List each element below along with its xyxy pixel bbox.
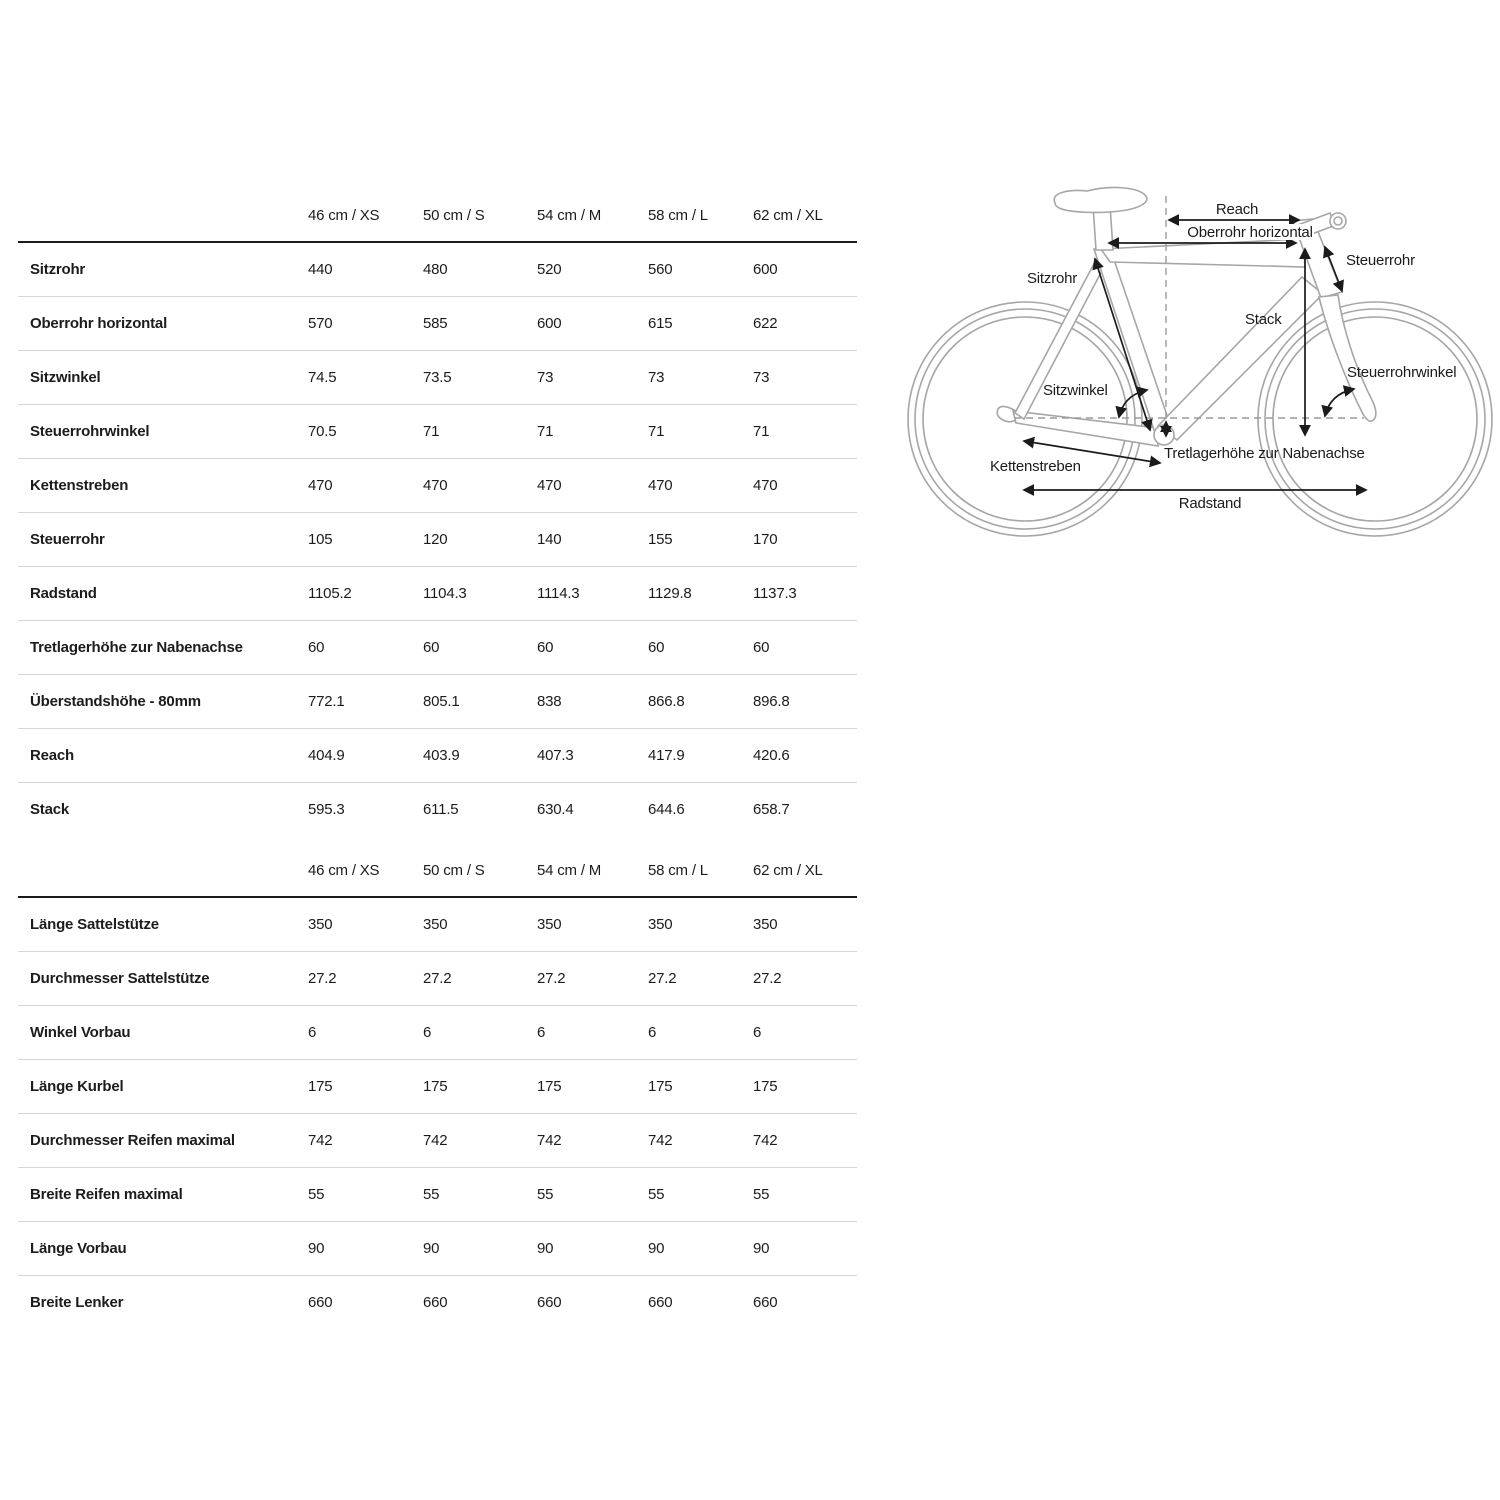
table-row [18,243,857,297]
row-label: Durchmesser Sattelstütze [30,970,210,987]
cell-value: 27.2 [537,970,566,987]
cell-value: 585 [423,315,448,332]
cell-value: 470 [308,477,333,494]
cell-value: 420.6 [753,747,790,764]
cell-value: 175 [423,1078,448,1095]
cell-value: 742 [308,1132,333,1149]
cell-value: 660 [308,1294,333,1311]
column-header: 62 cm / XL [753,207,823,224]
cell-value: 404.9 [308,747,345,764]
cell-value: 350 [648,916,673,933]
cell-value: 644.6 [648,801,685,818]
cell-value: 1105.2 [308,585,352,602]
sitzwinkel-label: Sitzwinkel [1043,382,1108,399]
cell-value: 73 [537,369,554,386]
cell-value: 90 [308,1240,325,1257]
cell-value: 6 [423,1024,432,1041]
table-row [18,405,857,459]
cell-value: 440 [308,261,333,278]
components-table [18,845,857,1329]
spec-tables [18,190,857,1329]
row-label: Steuerrohrwinkel [30,423,150,440]
cell-value: 175 [648,1078,673,1095]
cell-value: 6 [648,1024,657,1041]
table-row [18,351,857,405]
cell-value: 71 [537,423,554,440]
table-row [18,783,857,836]
row-label: Stack [30,801,70,818]
cell-value: 55 [753,1186,770,1203]
table-row [18,729,857,783]
cell-value: 60 [423,639,440,656]
column-header: 46 cm / XS [308,862,380,879]
table-row [18,1060,857,1114]
row-label: Kettenstreben [30,477,129,494]
column-header: 50 cm / S [423,862,485,879]
cell-value: 600 [537,315,562,332]
column-header: 46 cm / XS [308,207,380,224]
cell-value: 470 [423,477,448,494]
table-row [18,675,857,729]
column-header: 54 cm / M [537,207,602,224]
row-label: Reach [30,747,75,764]
cell-value: 480 [423,261,448,278]
cell-value: 1104.3 [423,585,467,602]
cell-value: 611.5 [423,801,459,818]
cell-value: 90 [648,1240,665,1257]
cell-value: 120 [423,531,448,548]
cell-value: 595.3 [308,801,345,818]
cell-value: 350 [537,916,562,933]
table-row [18,1114,857,1168]
cell-value: 70.5 [308,423,337,440]
cell-value: 622 [753,315,778,332]
cell-value: 6 [753,1024,762,1041]
cell-value: 73 [753,369,770,386]
cell-value: 742 [537,1132,562,1149]
fork [1319,295,1376,421]
table-row [18,898,857,952]
table-row [18,1276,857,1329]
cell-value: 403.9 [423,747,460,764]
cell-value: 71 [648,423,665,440]
cell-value: 170 [753,531,778,548]
geometry-table [18,190,857,836]
cell-value: 560 [648,261,673,278]
handlebar [1330,213,1346,229]
column-header: 54 cm / M [537,862,602,879]
cell-value: 55 [308,1186,325,1203]
cell-value: 55 [423,1186,440,1203]
size-header-row [18,190,857,243]
cell-value: 350 [308,916,333,933]
cell-value: 660 [648,1294,673,1311]
cell-value: 27.2 [753,970,782,987]
column-header: 62 cm / XL [753,862,823,879]
cell-value: 27.2 [423,970,452,987]
row-label: Breite Reifen maximal [30,1186,183,1203]
kettenstreben-label: Kettenstreben [990,458,1081,475]
cell-value: 1114.3 [537,585,580,602]
cell-value: 615 [648,315,673,332]
column-header: 58 cm / L [648,207,708,224]
cell-value: 60 [753,639,770,656]
cell-value: 60 [308,639,325,656]
cell-value: 660 [537,1294,562,1311]
steuerrohrwinkel-label: Steuerrohrwinkel [1347,364,1457,381]
cell-value: 60 [537,639,554,656]
cell-value: 1129.8 [648,585,692,602]
table-row [18,1168,857,1222]
cell-value: 55 [537,1186,554,1203]
cell-value: 27.2 [308,970,337,987]
table-row [18,567,857,621]
cell-value: 866.8 [648,693,685,710]
cell-value: 838 [537,693,562,710]
cell-value: 660 [423,1294,448,1311]
row-label: Radstand [30,585,97,602]
row-label: Länge Vorbau [30,1240,127,1257]
cell-value: 742 [648,1132,673,1149]
cell-value: 175 [753,1078,778,1095]
cell-value: 660 [753,1294,778,1311]
steuerrohrwinkel-angle-arrow [1325,389,1354,416]
row-label: Länge Sattelstütze [30,916,159,933]
row-label: Durchmesser Reifen maximal [30,1132,235,1149]
row-label: Breite Lenker [30,1294,124,1311]
row-label: Winkel Vorbau [30,1024,131,1041]
row-label: Oberrohr horizontal [30,315,168,332]
stack-label: Stack [1245,311,1282,328]
cell-value: 27.2 [648,970,677,987]
cell-value: 350 [753,916,778,933]
cell-value: 417.9 [648,747,685,764]
cell-value: 73 [648,369,665,386]
cell-value: 896.8 [753,693,790,710]
cell-value: 74.5 [308,369,337,386]
cell-value: 6 [537,1024,546,1041]
table-row [18,459,857,513]
cell-value: 520 [537,261,562,278]
bike-geometry-diagram [890,170,1500,570]
bottom-bracket [1154,425,1174,445]
table-row [18,621,857,675]
cell-value: 175 [308,1078,333,1095]
cell-value: 90 [753,1240,770,1257]
cell-value: 658.7 [753,801,790,818]
cell-value: 407.3 [537,747,574,764]
cell-value: 630.4 [537,801,574,818]
cell-value: 105 [308,531,333,548]
cell-value: 570 [308,315,333,332]
cell-value: 140 [537,531,562,548]
oberrohr-label: Oberrohr horizontal [1187,224,1313,241]
cell-value: 742 [423,1132,448,1149]
cell-value: 470 [648,477,673,494]
saddle [1054,188,1147,213]
row-label: Überstandshöhe - 80mm [30,693,201,710]
cell-value: 600 [753,261,778,278]
cell-value: 470 [753,477,778,494]
cell-value: 55 [648,1186,665,1203]
row-label: Sitzwinkel [30,369,101,386]
chain-stay [1013,411,1158,446]
column-header: 58 cm / L [648,862,708,879]
cell-value: 6 [308,1024,317,1041]
cell-value: 71 [423,423,440,440]
row-label: Steuerrohr [30,531,105,548]
sitzrohr-label: Sitzrohr [1027,270,1078,287]
cell-value: 175 [537,1078,562,1095]
cell-value: 1137.3 [753,585,797,602]
column-header: 50 cm / S [423,207,485,224]
cell-value: 71 [753,423,770,440]
cell-value: 73.5 [423,369,452,386]
row-label: Sitzrohr [30,261,86,278]
tretlager-label: Tretlagerhöhe zur Nabenachse [1164,445,1365,462]
row-label: Länge Kurbel [30,1078,124,1095]
cell-value: 90 [423,1240,440,1257]
reach-label: Reach [1215,201,1259,218]
radstand-label: Radstand [1178,495,1242,512]
steuerrohr-label: Steuerrohr [1346,252,1415,269]
cell-value: 805.1 [423,693,460,710]
cell-value: 60 [648,639,665,656]
cell-value: 742 [753,1132,778,1149]
seat-tube [1094,248,1172,433]
down-tube [1158,277,1323,440]
cell-value: 350 [423,916,448,933]
cell-value: 470 [537,477,562,494]
cell-value: 155 [648,531,673,548]
table-row [18,1222,857,1276]
table-row [18,513,857,567]
size-header-row [18,845,857,898]
cell-value: 90 [537,1240,554,1257]
table-row [18,297,857,351]
row-label: Tretlagerhöhe zur Nabenachse [30,639,243,656]
cell-value: 772.1 [308,693,345,710]
table-row [18,1006,857,1060]
table-row [18,952,857,1006]
